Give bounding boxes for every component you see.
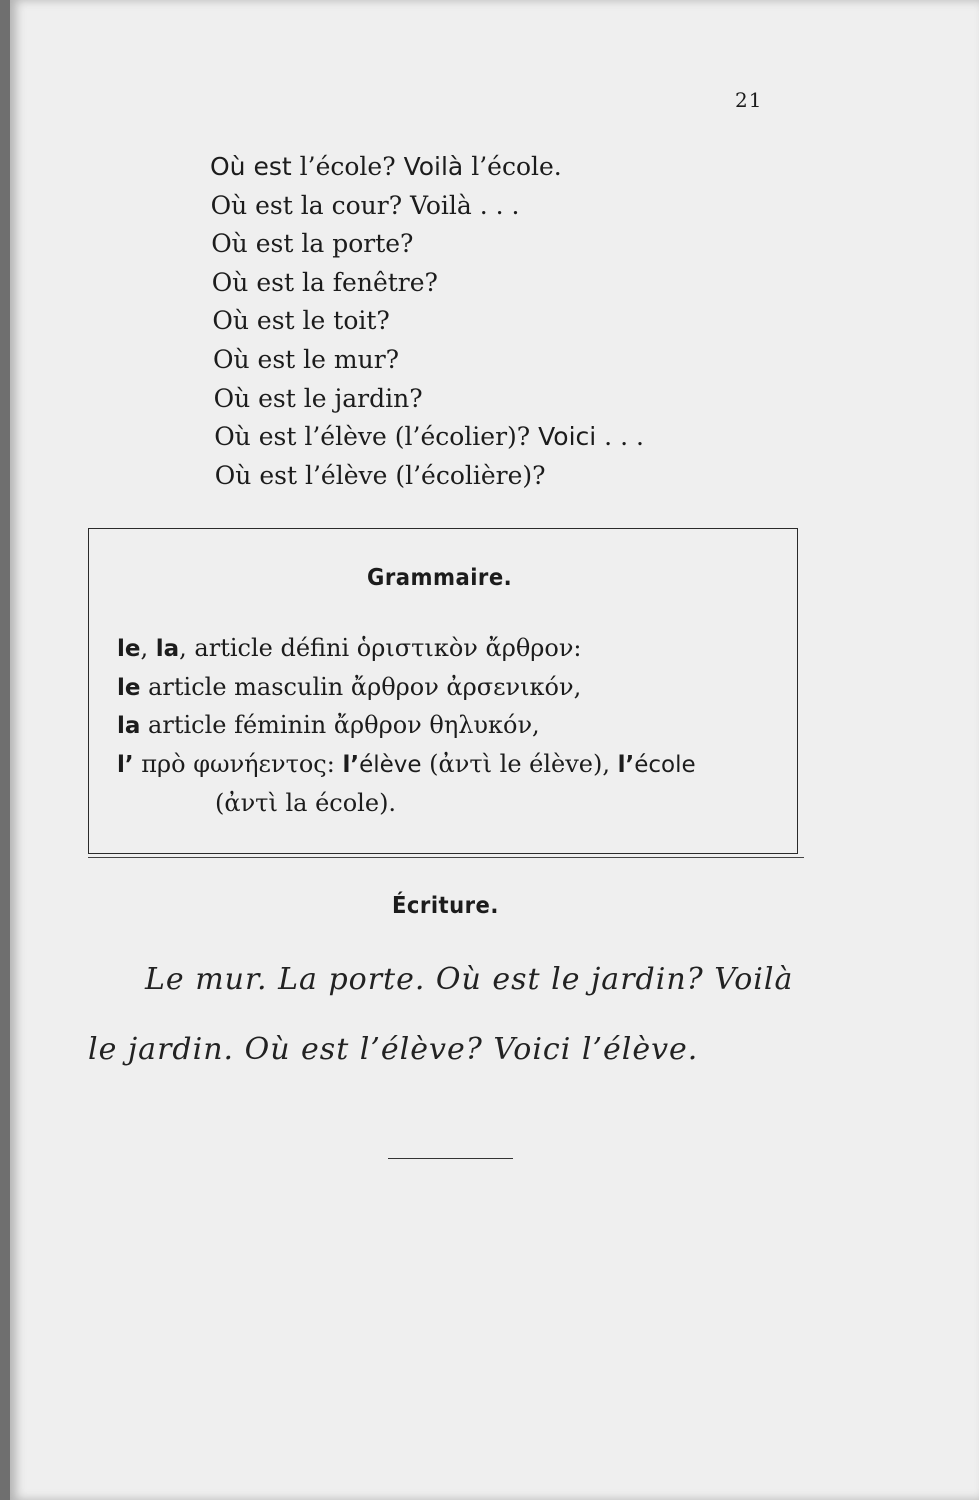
question-line [210,264,644,303]
grammar-text: l’ [117,752,134,778]
question-text: l’école. [471,152,562,181]
question-list [210,148,644,495]
question-line [210,457,644,496]
question-text: Voilà [403,152,472,181]
grammar-text: élève [359,752,422,778]
grammar-text: , article défini ὁριστικὸν ἄρθρον: [179,634,582,662]
grammar-text: (ἀντὶ la école). [215,789,397,817]
question-line [210,187,644,226]
grammar-text: école [634,752,696,778]
grammar-text: , [140,634,156,662]
grammar-text: le [117,675,141,701]
grammar-text: l’ [617,752,635,778]
question-line [210,148,644,187]
box-shadow-rule [88,857,804,858]
question-text: l’école? [299,152,404,181]
grammar-line [117,673,581,701]
question-line [210,341,644,380]
grammar-text: article féminin ἄρθρον θηλυκόν, [140,711,540,739]
grammar-text: (ἀντὶ le élève), [421,750,618,778]
ecriture-title: Écriture. [392,893,499,919]
question-line [210,225,644,264]
question-line [210,302,644,341]
grammar-text: la [117,713,141,739]
question-text: Où est la cour? Voilà . . . [210,190,520,220]
grammar-text: article masculin ἄρθρον ἀρσενικόν, [140,673,582,701]
grammar-line [117,711,540,739]
page-number: 21 [735,88,763,112]
handwriting-line-2: le jardin. Où est l’élève? Voici l’élève. [88,1032,699,1067]
question-text: Où est le mur? [213,344,400,374]
grammar-text: le [117,636,141,662]
grammar-line [117,634,582,662]
grammar-box [88,528,798,854]
end-rule [388,1158,513,1159]
question-text: Où est le toit? [212,306,390,336]
grammar-line [117,750,696,778]
question-text: Où est la fenêtre? [211,267,438,297]
question-text: Où est le jardin? [213,383,423,413]
book-page [10,0,979,1500]
question-text: Où est la porte? [211,229,414,259]
question-text: Où est l’élève (l’écolier)? [214,422,539,452]
question-text: Où est l’élève (l’écolière)? [214,460,546,490]
question-text: est [253,152,300,181]
grammar-line [215,789,396,817]
question-text: Voici [538,422,597,452]
question-line [210,380,644,419]
question-text: . . . [596,422,644,452]
grammar-text: la [155,636,180,662]
handwriting-line-1: Le mur. La porte. Où est le jardin? Voilà [145,962,794,997]
grammar-text: l’ [342,752,360,778]
question-line [210,418,644,457]
question-text: Où [210,152,254,181]
grammar-title: Grammaire. [367,565,513,591]
grammar-text: πρὸ φωνήεντος: [133,750,343,778]
